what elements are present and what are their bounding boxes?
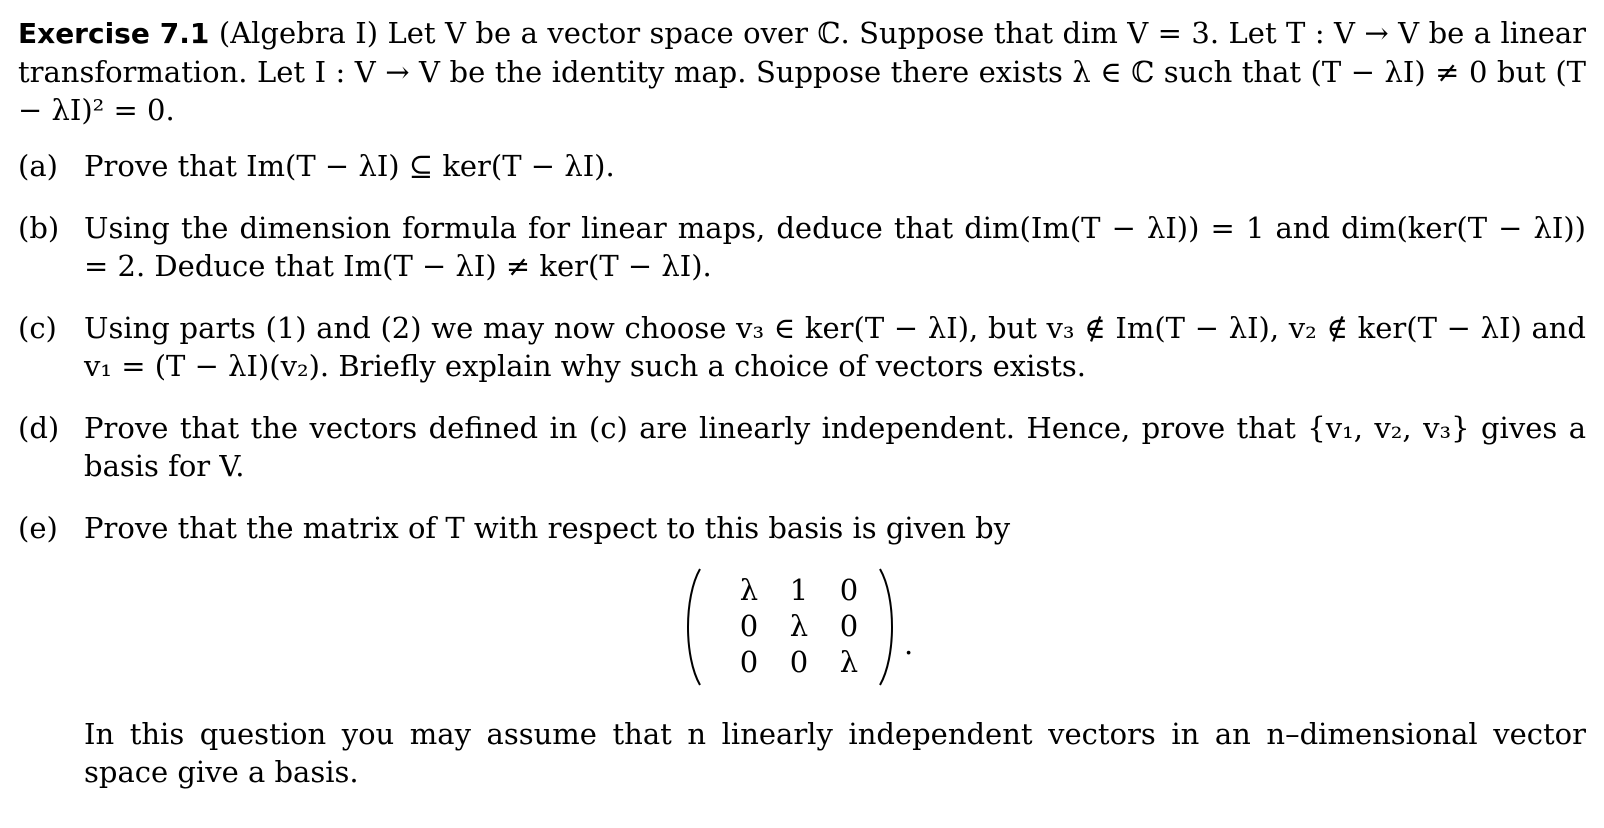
part-e [18,509,1586,547]
exercise-intro-text: (Algebra I) Let V be a vector space over ℂ. Suppose that dim V = 3. Let T : V → V be a linear transformation. Let I : V → V be the identity map. Suppose there exists λ ∈ ℂ such that (T − λI) ≠ 0 but (T − λI)² = 0. [18,16,1587,127]
matrix-cell: λ [839,645,859,679]
part-b [18,209,1586,285]
exercise-document [18,14,1586,791]
part-d [18,409,1586,485]
part-text: Using the dimension formula for linear maps, deduce that dim(Im(T − λI)) = 1 and dim(ker(T − λI)) = 2. Deduce that Im(T − λI) ≠ ker(T − λI). [84,211,1586,283]
exercise-title: Exercise 7.1 [18,17,210,50]
left-parenthesis-icon [682,567,704,687]
part-label: (c) [18,311,57,345]
matrix-cell: 0 [789,645,809,679]
matrix-cell: 1 [789,573,809,607]
part-text: Prove that Im(T − λI) ⊆ ker(T − λI). [84,149,615,183]
matrix-cell: 0 [839,609,859,643]
matrix-cell: λ [789,609,809,643]
matrix-cell: 0 [739,609,759,643]
part-a [18,147,1586,185]
matrix-grid [724,573,874,681]
part-label: (e) [18,511,58,545]
part-text: Using parts (1) and (2) we may now choose v₃ ∈ ker(T − λI), but v₃ ∉ Im(T − λI), v₂ ∉ ker(T − λI) and v₁ = (T − λI)(v₂). Briefly explain why such a choice of vectors exists. [84,311,1586,383]
part-text: Prove that the vectors defined in (c) are linearly independent. Hence, prove that {v₁, v₂, v₃} gives a basis for V. [84,411,1586,483]
assumption-note: In this question you may assume that n linearly independent vectors in an n–dimensional vector space give a basis. [84,717,1586,789]
jordan-matrix [682,567,922,687]
part-c [18,309,1586,385]
exercise-intro-paragraph [18,14,1586,129]
part-text: Prove that the matrix of T with respect to this basis is given by [84,511,1011,545]
matrix-cell: λ [739,573,759,607]
matrix-period: . [904,627,914,661]
matrix-cell: 0 [839,573,859,607]
part-label: (b) [18,211,60,245]
matrix-cell: 0 [739,645,759,679]
right-parenthesis-icon [876,567,898,687]
part-label: (a) [18,149,58,183]
part-label: (d) [18,411,60,445]
